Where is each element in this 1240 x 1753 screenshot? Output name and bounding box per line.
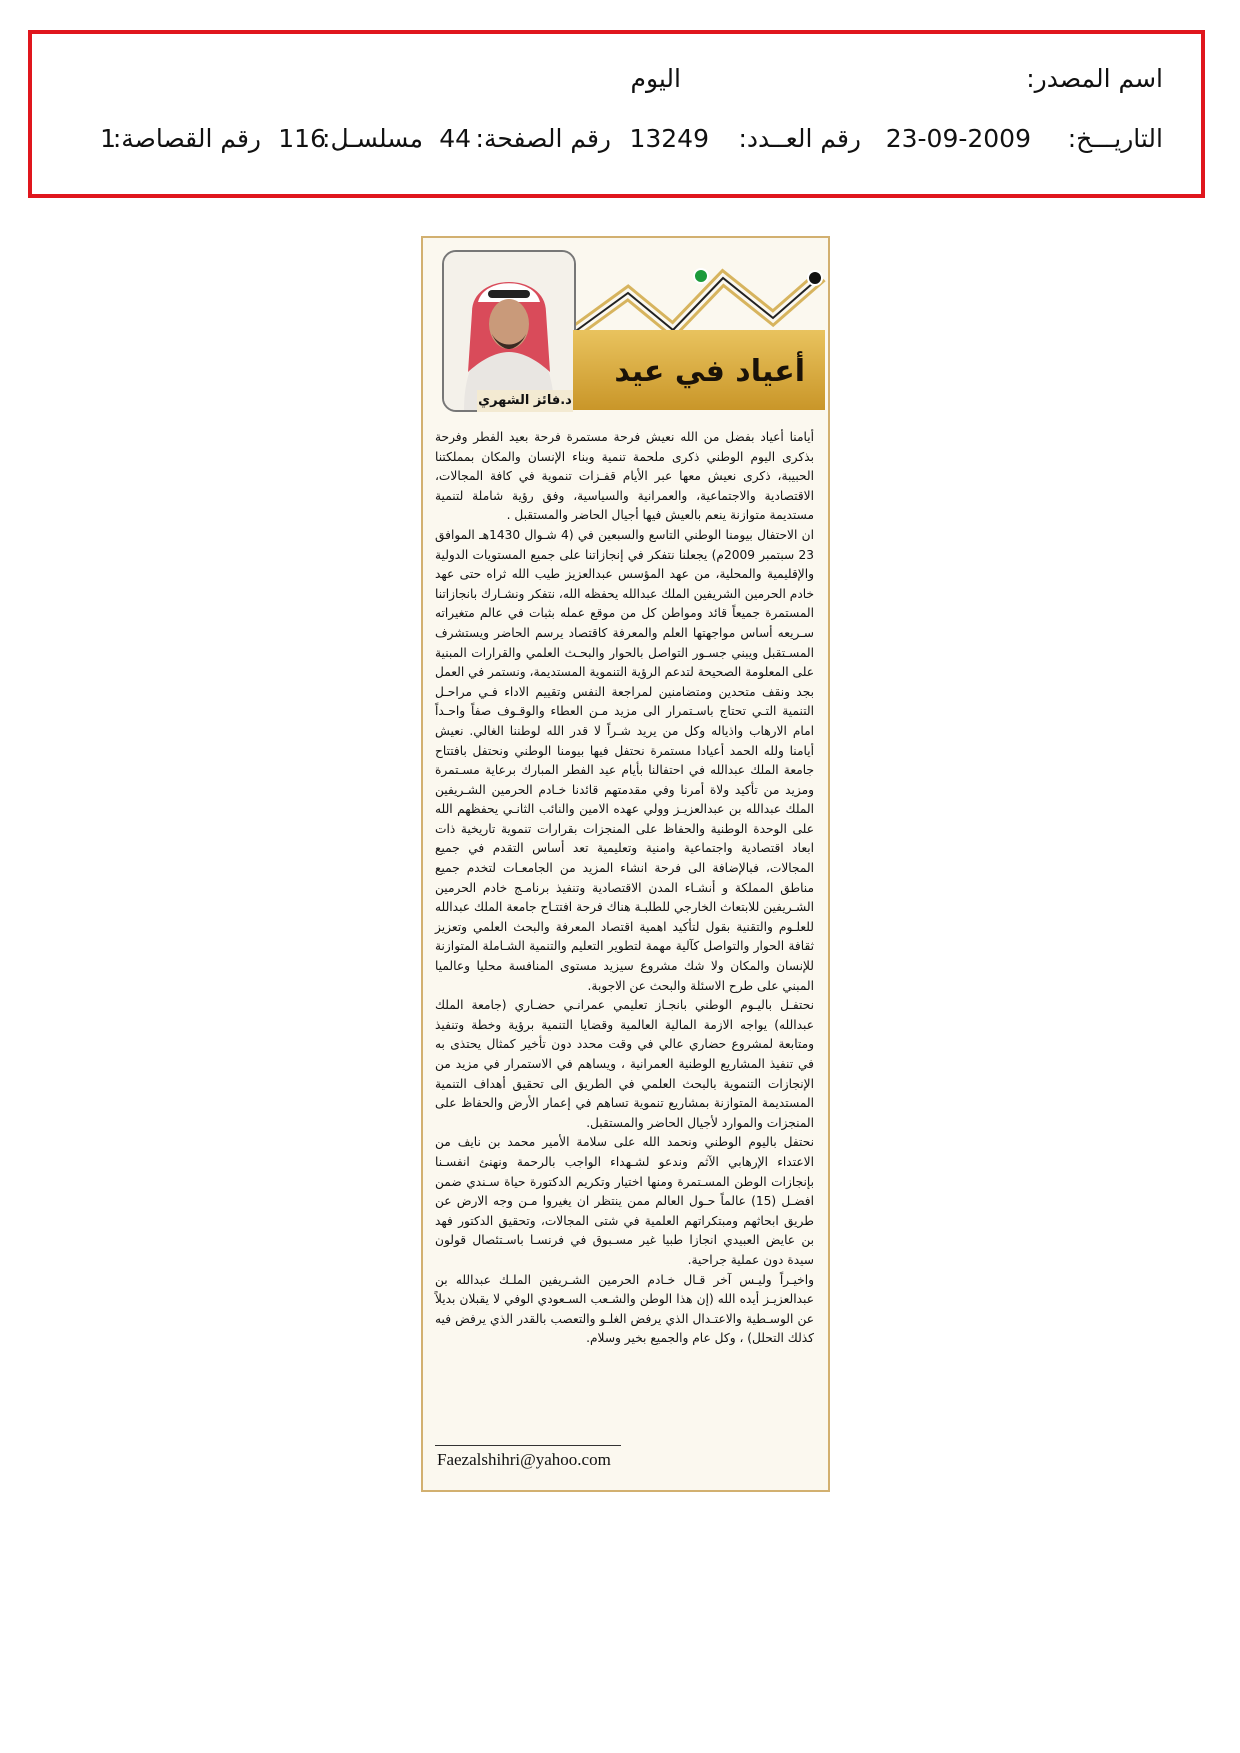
serial-value: 116 (278, 124, 326, 153)
paragraph: نحتفـل باليـوم الوطني بانجـاز تعليمي عمرانـي حضـاري (جامعة الملك عبدالله) يواجه الازمة المالية العالمية وقضايا التنمية برؤية وخطة وتنفيذ ومتابعة لمشروع حضاري عالي في وقت محدد دون تأخير كمثال يحتذى به في تنفيذ المشاريع الوطنية العمرانية ، ويساهم في الاستمرار في مزيد من الإنجازات التنموية بالبحث العلمي في الطريق الى تحقيق أهداف التنمية المستديمة المتوازنة بمشاريع تنموية تساهم في إعمار الأرض والحفاظ على المنجزات والموارد لأجيال الحاضر والمستقبل. (435, 998, 814, 1130)
paragraph: واخيـراً وليـس آخر قـال خـادم الحرمين الشـريفين الملـك عبدالله بن عبدالعزيـز أيده الله (إن هذا الوطن والشـعب السـعودي الوفي لا يقبلان بديلاً عن الوسـطية والاعتـدال الذي يرفض الغلـو والتعصب بالقدر الذي يرفض فيه كذلك التحلل) ، وكل عام والجميع بخير وسلام. (435, 1272, 814, 1346)
black-dot-icon (808, 271, 822, 285)
article-clipping (421, 236, 830, 1492)
clip-label: رقم القصاصة: (112, 124, 261, 153)
email-divider (435, 1445, 621, 1446)
article-title: أعياد في عيد (614, 354, 805, 389)
source-label: اسم المصدر: (1026, 64, 1163, 93)
page-label: رقم الصفحة: (475, 124, 611, 153)
title-band (573, 330, 825, 410)
paragraph: نحتفل باليوم الوطني ونحمد الله على سلامة الأمير محمد بن نايف من الاعتداء الإرهابي الآثم وندعو لشـهداء الواجب بالرحمة ونهنئ انفسـنا بإنجازات الوطن المسـتمرة ومنها اختيار وتكريم الدكتورة حياة سـندي ضمن افضـل (15) عالماً حـول العالم ممن ينتظر ان يغيروا مـن وجه الارض عن طريق ابحاثهم ومبتكراتهم العلمية في شتى المجالات، وتحقيق الدكتور فهد بن عايض العبيدي انجازا طبيا غير مسـبوق في فرنسـا باسـتئصال قولون سيدة دون عملية جراحية. (435, 1135, 814, 1267)
source-info-box (28, 30, 1205, 198)
issue-label: رقم العــدد: (738, 124, 861, 153)
clip-value: 1 (100, 124, 116, 153)
date-value: 23-09-2009 (885, 124, 1031, 153)
paragraph: أيامنا أعياد بفضل من الله نعيش فرحة مستمرة فرحة بعيد الفطر وفرحة بذكرى اليوم الوطني ذكرى ملحمة تنمية وبناء الإنسان والمكان بمملكتنا الحبيبة، ذكرى نعيش معها عبر الأيام قفـزات تنموية في كافة المجالات، الاقتصادية والاجتماعية، والعمرانية والسياسية، وفق رؤية شاملة لتنمية مستديمة متوازنة ينعم بالعيش فيها أجيال الحاضر والمستقبل . (435, 430, 814, 523)
date-label: التاريـــخ: (1067, 124, 1163, 153)
author-name: د.فائز الشهري (477, 390, 573, 412)
paragraph: ان الاحتفال بيومنا الوطني التاسع والسبعين في (4 شـوال 1430هـ الموافق 23 سبتمبر 2009م) يجعلنا نتفكر في إنجازاتنا على جميع المستويات الدولية والإقليمية والمحلية، من عهد المؤسس عبدالعزيز طيب الله ثراه حتى عهد خادم الحرمين الشريفين الملك عبدالله يحفظه الله، نتفكر ونشـارك بانجازاتنا المستمرة جميعاً قائد ومواطن كل من موقع عمله بثبات في عالم متغيراته سـريعه أساس مواجهتها العلم والمعرفة كاقتصاد يرسم الحاضر ويستشرف المسـتقبل ويبني جسـور التواصل بالحوار والبحـث العلمي والقرارات المبنية على المعلومة الصحيحة لتدعم الرؤية التنموية المستديمة، ونستمر في العمل بجد ونقف متحدين ومتضامنين لمراجعة النفس وتقييم الاداء فـي مراحـل التنمية التـي تحتاج باسـتمرار الى مزيد مـن العطاء والوقـوف صفاً واحـداً امام الارهاب واذياله وكل من يريد شـراً لا قدر الله لوطننا الغالي. نعيش أيامنا ولله الحمد أعيادا مستمرة نحتفل فيها بيومنا الوطني ونحتفل بافتتاح جامعة الملك عبدالله في احتفالنا بأيام عيد الفطر المبارك برعاية مسـتمرة ومزيد من تأكيد ولاة أمرنا وفي مقدمتهم قائدنا خـادم الحرمين الشـريفين الملك عبدالله بن عبدالعزيـز وولي عهده الامين والنائب الثانـي يحفظهم الله على الوحدة الوطنية والحفاظ على المنجزات بقرارات تنموية تاريخية ذات ابعاد اقتصادية واجتماعية وامنية وتعليمية تعد أساس التقدم في جميع المجالات، فبالإضافة الى فرحة انشاء المزيد من الجامعـات لتخدم جميع مناطق المملكة و أنشـاء المدن الاقتصادية وتنفيذ برنامـج خادم الحرمين الشـريفين للابتعاث الخارجي للطلبـة هناك فرحة افتتـاح جامعة الملك عبدالله للعلـوم والتقنية بقول لتأكيد اهمية اقتصاد المعرفة والبحث العلمي وتعزيز ثقافة الحوار والتواصل كآلية مهمة لتطوير التعليم والتنمية الشـاملة المتوازنة للإنسان والمكان ولا شك مشروع سيزيد مستوى المنافسة محليا وعالميا المبني على طرح الاسئلة والبحث عن الاجوبة. (435, 527, 814, 993)
source-value: اليوم (630, 64, 681, 93)
issue-value: 13249 (629, 124, 709, 153)
page-value: 44 (439, 124, 471, 153)
green-dot-icon (694, 269, 708, 283)
serial-label: مسلسـل: (322, 124, 423, 153)
author-portrait-icon (444, 252, 574, 410)
article-body (435, 428, 814, 1349)
author-photo (442, 250, 576, 412)
author-email: Faezalshihri@yahoo.com (437, 1450, 611, 1469)
